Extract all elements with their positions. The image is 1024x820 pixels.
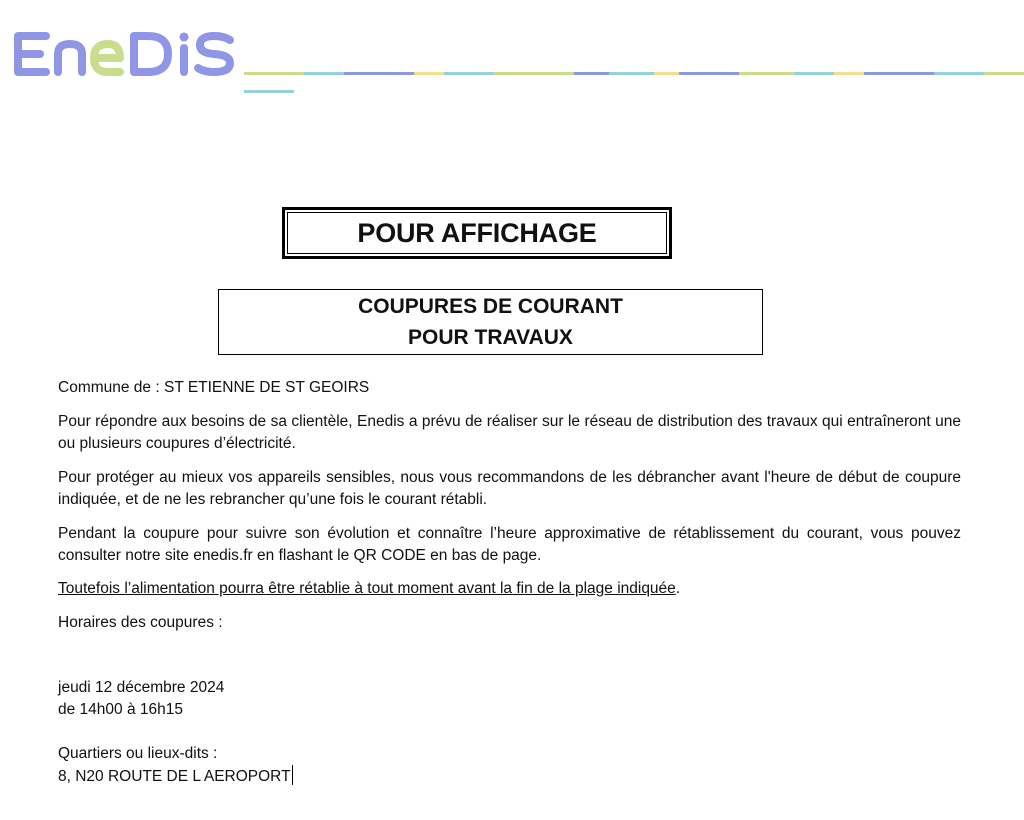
header-decorative-rule bbox=[244, 72, 1024, 77]
commune-value: ST ETIENNE DE ST GEOIRS bbox=[163, 379, 370, 396]
coupures-title-line1: COUPURES DE COURANT bbox=[358, 295, 623, 318]
locations-label: Quartiers ou lieux-dits : bbox=[58, 745, 218, 762]
notice-line bbox=[58, 578, 961, 600]
schedule-label: Horaires des coupures : bbox=[58, 614, 223, 631]
affichage-title: POUR AFFICHAGE bbox=[287, 212, 667, 254]
affichage-banner bbox=[282, 207, 672, 259]
commune-line bbox=[58, 377, 961, 399]
notice-body bbox=[58, 377, 961, 788]
enedis-logo-icon bbox=[8, 26, 240, 84]
coupures-box bbox=[218, 289, 763, 355]
paragraph-suivi: Pendant la coupure pour suivre son évolution et connaître l’heure approximative de rétablissement du courant, vous pouvez consulter notre site enedis.fr en flashant le QR CODE en bas de page. bbox=[58, 525, 961, 564]
paragraph-appareils: Pour protéger au mieux vos appareils sensibles, nous vous recommandons de les débrancher avant l'heure de début de coupure indiquée, et de ne les rebrancher qu’une fois le courant rétabli. bbox=[58, 469, 961, 508]
schedule-time: de 14h00 à 16h15 bbox=[58, 701, 183, 718]
locations-line[interactable] bbox=[58, 765, 961, 788]
commune-label: Commune de : bbox=[58, 379, 160, 396]
enedis-logo bbox=[8, 26, 240, 84]
schedule-date: jeudi 12 décembre 2024 bbox=[58, 679, 225, 696]
coupures-title-line2: POUR TRAVAUX bbox=[408, 326, 573, 349]
paragraph-travaux: Pour répondre aux besoins de sa clientèle, Enedis a prévu de réaliser sur le réseau de distribution des travaux qui entraîneront une ou plusieurs coupures d’électricité. bbox=[58, 413, 961, 452]
notice-end: . bbox=[675, 580, 681, 597]
locations-address: 8, N20 ROUTE DE L AEROPORT bbox=[58, 768, 291, 785]
notice-underlined: Toutefois l’alimentation pourra être rétablie à tout moment avant la fin de la plage indiquée bbox=[58, 580, 676, 597]
text-cursor bbox=[292, 765, 293, 785]
